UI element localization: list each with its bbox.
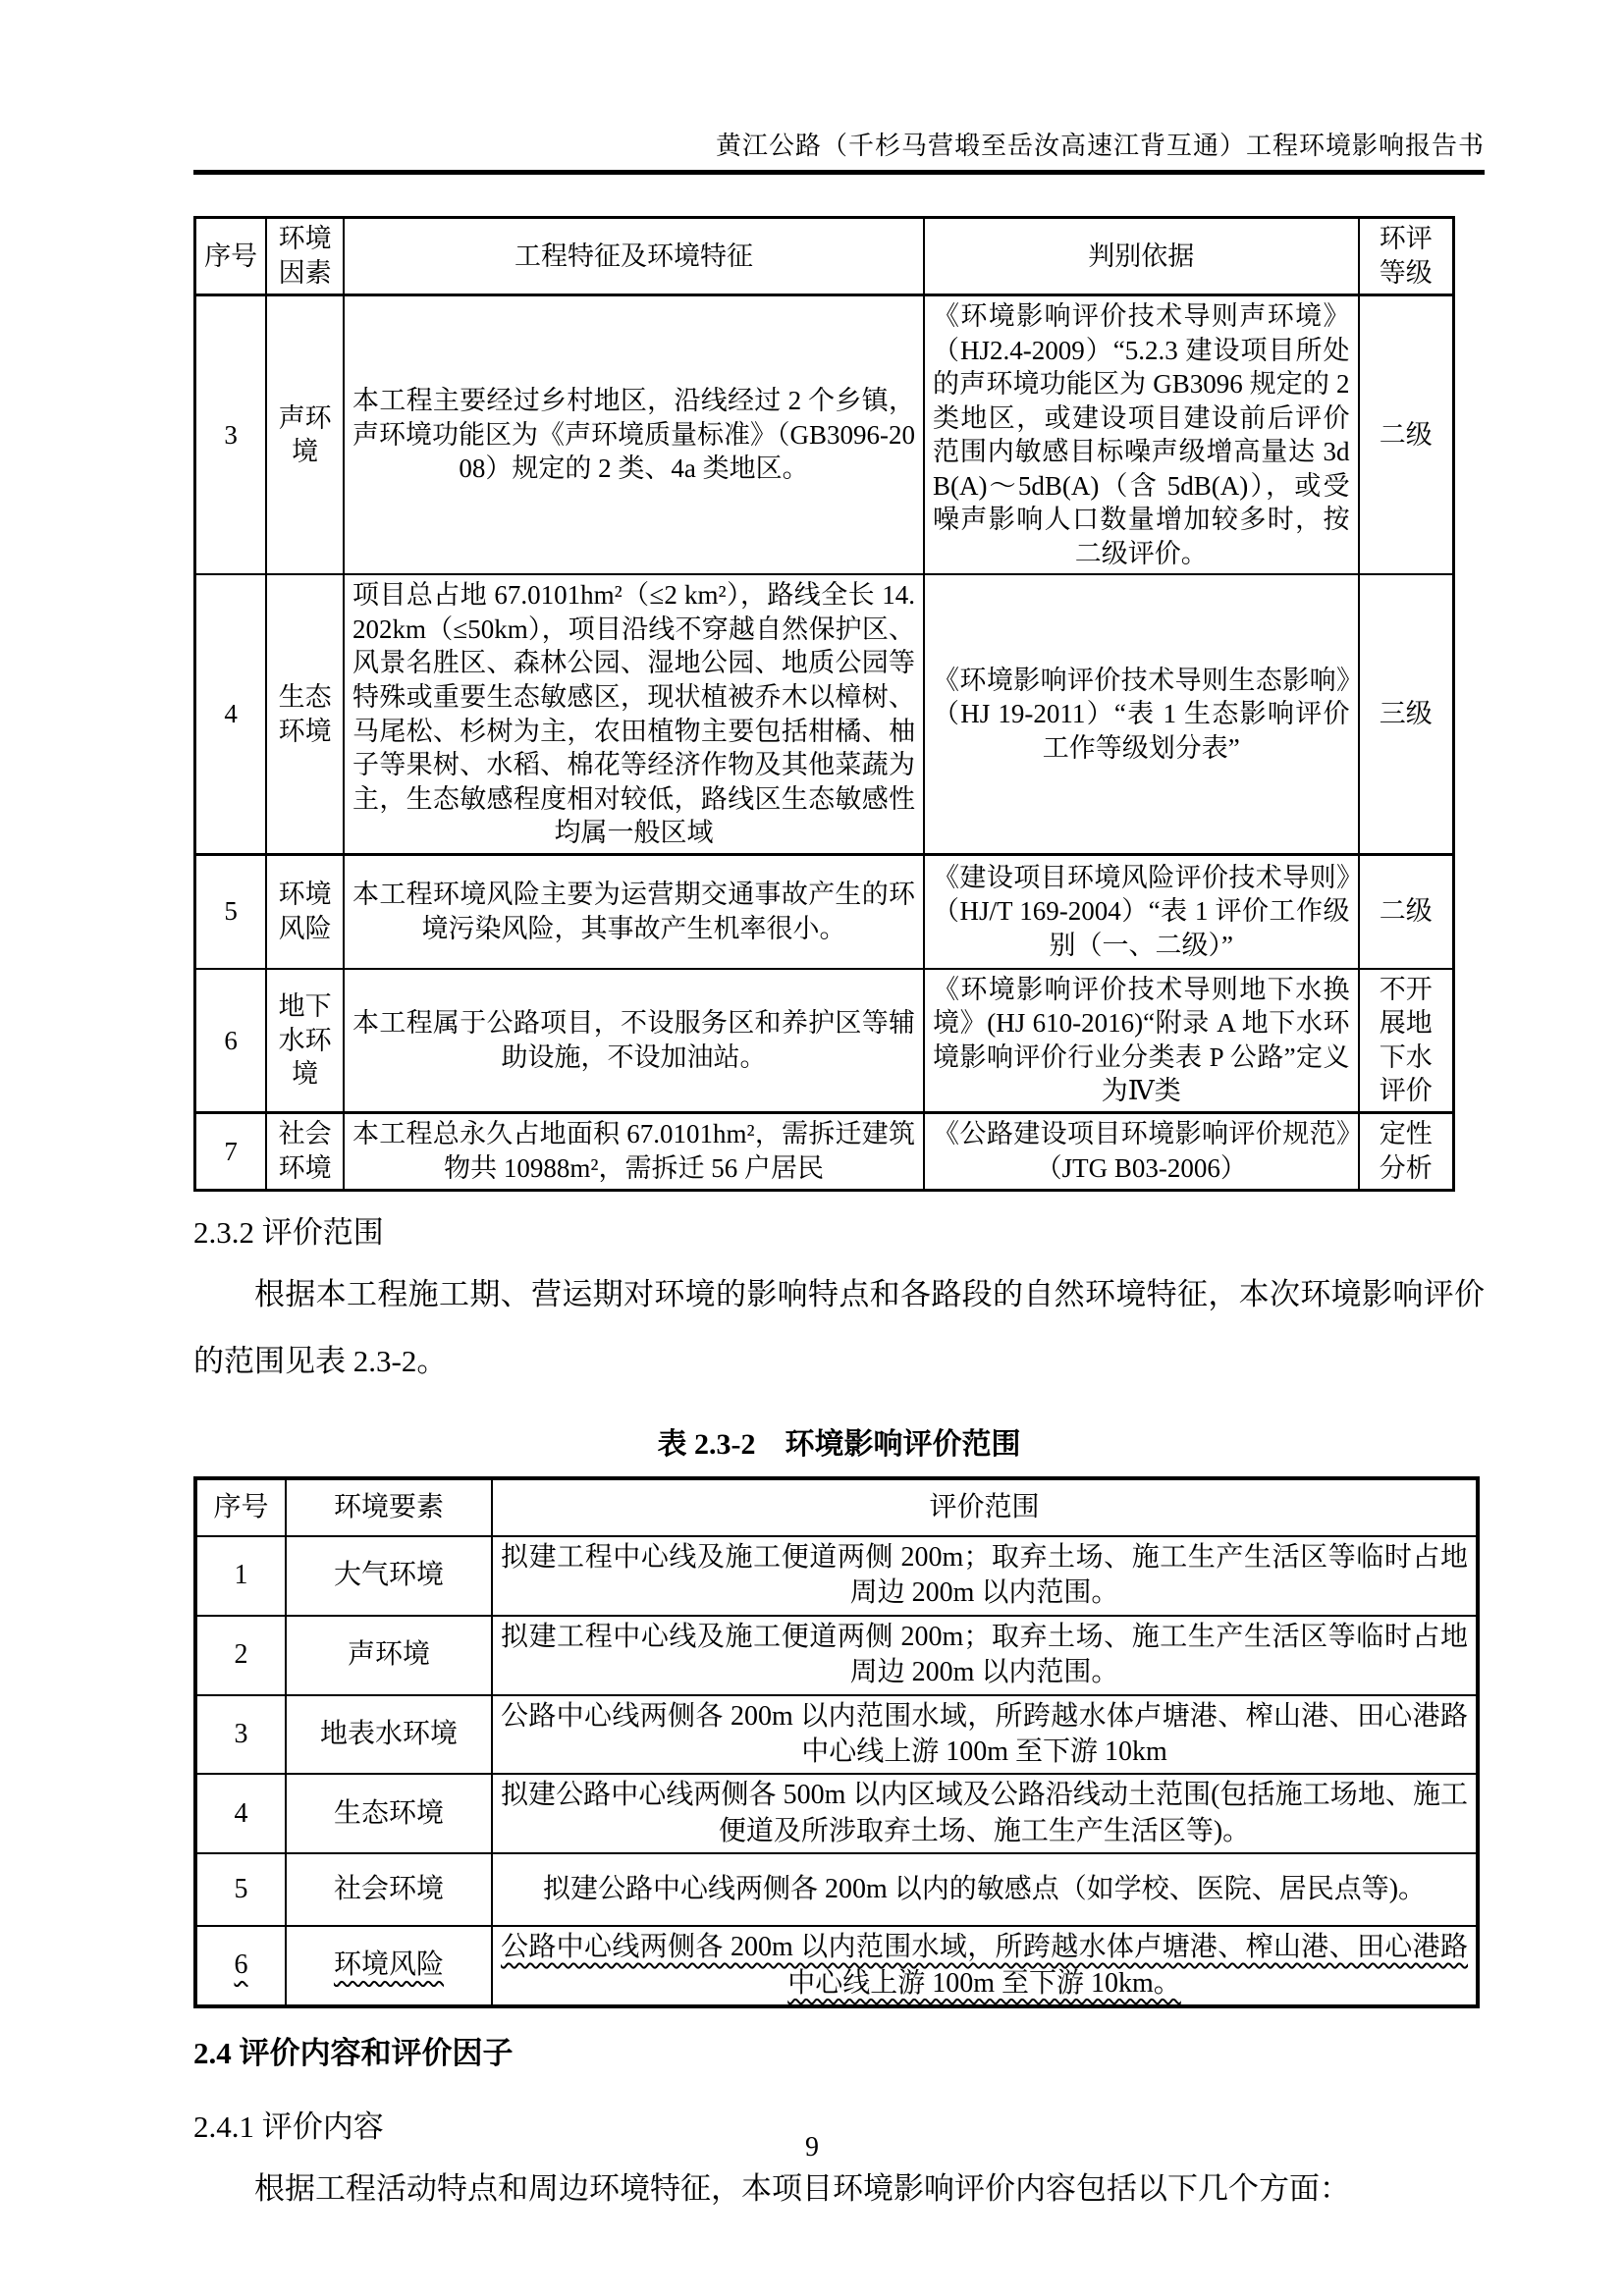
cell-factor: 地下水环境 xyxy=(266,969,344,1113)
cell-no: 4 xyxy=(195,1774,286,1853)
cell-element: 声环境 xyxy=(286,1616,492,1695)
cell-factor: 社会环境 xyxy=(266,1112,344,1190)
screening-table-header-row xyxy=(195,218,1454,295)
table-row xyxy=(195,1536,1478,1616)
table-row xyxy=(195,969,1454,1113)
cell-scope-text: 公路中心线两侧各 200m 以内范围水域，所跨越水体卢塘港、榨山港、田心港路中心线上游 100m 至下游 10km。 xyxy=(501,1932,1468,1999)
paragraph-scope-intro: 根据本工程施工期、营运期对环境的影响特点和各路段的自然环境特征，本次环境影响评价的范围见表 2.3-2。 xyxy=(193,1276,1485,1378)
cell-level: 三级 xyxy=(1359,574,1454,854)
cell-scope: 拟建公路中心线两侧各 500m 以内区域及公路沿线动土范围(包括施工场地、施工便道及所涉取弃土场、施工生产生活区等)。 xyxy=(492,1774,1478,1853)
cell-scope: 拟建工程中心线及施工便道两侧 200m；取弃土场、施工生产生活区等临时占地周边 200m 以内范围。 xyxy=(492,1536,1478,1616)
cell-feature: 项目总占地 67.0101hm²（≤2 km²），路线全长 14.202km（≤50km），项目沿线不穿越自然保护区、风景名胜区、森林公园、湿地公园、地质公园等特殊或重要生态敏感区，现状植被乔木以樟树、马尾松、杉树为主，农田植物主要包括柑橘、柚子等果树、水稻、棉花等经济作物及其他菜蔬为主，生态敏感程度相对较低，路线区生态敏感性均属一般区域 xyxy=(344,574,924,854)
cell-scope: 拟建工程中心线及施工便道两侧 200m；取弃土场、施工生产生活区等临时占地周边 200m 以内范围。 xyxy=(492,1616,1478,1695)
paragraph-content-intro: 根据工程活动特点和周边环境特征，本项目环境影响评价内容包括以下几个方面： xyxy=(254,2171,1350,2206)
cell-basis: 《建设项目环境风险评价技术导则》（HJ/T 169-2004）“表 1 评价工作级别（一、二级）” xyxy=(924,854,1358,969)
col-header-level: 环评等级 xyxy=(1359,218,1454,295)
table-row xyxy=(195,1853,1478,1926)
cell-element: 生态环境 xyxy=(286,1774,492,1853)
cell-no: 1 xyxy=(195,1536,286,1616)
col-header-no: 序号 xyxy=(195,218,267,295)
col-header-feature: 工程特征及环境特征 xyxy=(344,218,924,295)
cell-basis: 《环境影响评价技术导则声环境》（HJ2.4-2009）“5.2.3 建设项目所处的声环境功能区为 GB3096 规定的 2 类地区，或建设项目建设前后评价范围内敏感目标噪声级增高量达 3dB(A)～5dB(A)（含 5dB(A)），或受噪声影响人口数量增加较多时，按二级评价。 xyxy=(924,295,1358,575)
table-row xyxy=(195,1616,1478,1695)
table-row xyxy=(195,1774,1478,1853)
cell-no: 4 xyxy=(195,574,267,854)
cell-no xyxy=(195,1926,286,2006)
cell-element: 大气环境 xyxy=(286,1536,492,1616)
section-heading-2-3-2: 2.3.2 评价范围 xyxy=(193,1214,384,1250)
page-number: 9 xyxy=(805,2132,819,2163)
table-row xyxy=(195,295,1454,575)
cell-element-text: 环境风险 xyxy=(333,1949,444,1981)
table-row xyxy=(195,1112,1454,1190)
col-header-element: 环境要素 xyxy=(286,1478,492,1536)
cell-no: 6 xyxy=(195,969,267,1113)
table-row xyxy=(195,1695,1478,1775)
cell-level: 定性分析 xyxy=(1359,1112,1454,1190)
running-head xyxy=(193,126,1485,175)
table-row xyxy=(195,574,1454,854)
col-header-scope: 评价范围 xyxy=(492,1478,1478,1536)
col-header-factor: 环境因素 xyxy=(266,218,344,295)
cell-element: 社会环境 xyxy=(286,1853,492,1926)
cell-scope xyxy=(492,1926,1478,2006)
scope-table-caption: 表 2.3-2 环境影响评价范围 xyxy=(657,1428,1021,1462)
cell-factor: 生态环境 xyxy=(266,574,344,854)
col-header-basis: 判别依据 xyxy=(924,218,1358,295)
cell-basis: 《公路建设项目环境影响评价规范》（JTG B03-2006） xyxy=(924,1112,1358,1190)
cell-no: 3 xyxy=(195,1695,286,1775)
cell-level: 二级 xyxy=(1359,295,1454,575)
cell-no: 5 xyxy=(195,1853,286,1926)
cell-no: 7 xyxy=(195,1112,267,1190)
cell-element xyxy=(286,1926,492,2006)
screening-table xyxy=(193,216,1455,1192)
cell-no-text: 6 xyxy=(234,1949,248,1981)
cell-scope: 拟建公路中心线两侧各 200m 以内的敏感点（如学校、医院、居民点等)。 xyxy=(492,1853,1478,1926)
cell-feature: 本工程环境风险主要为运营期交通事故产生的环境污染风险，其事故产生机率很小。 xyxy=(344,854,924,969)
cell-level: 不开展地下水评价 xyxy=(1359,969,1454,1113)
page-content xyxy=(193,0,1485,2222)
cell-level: 二级 xyxy=(1359,854,1454,969)
scope-table xyxy=(193,1476,1480,2008)
table-row xyxy=(195,854,1454,969)
document-title: 黄江公路（千杉马营塅至岳汝高速江背互通）工程环境影响报告书 xyxy=(715,132,1485,160)
scope-table-header-row xyxy=(195,1478,1478,1536)
cell-basis: 《环境影响评价技术导则地下水换境》(HJ 610-2016)“附录 A 地下水环境影响评价行业分类表 P 公路”定义为Ⅳ类 xyxy=(924,969,1358,1113)
cell-feature: 本工程总永久占地面积 67.0101hm²，需拆迁建筑物共 10988m²，需拆迁 56 户居民 xyxy=(344,1112,924,1190)
cell-no: 2 xyxy=(195,1616,286,1695)
section-heading-2-4-1: 2.4.1 评价内容 xyxy=(193,2109,384,2144)
cell-feature: 本工程属于公路项目，不设服务区和养护区等辅助设施，不设加油站。 xyxy=(344,969,924,1113)
cell-factor: 环境风险 xyxy=(266,854,344,969)
cell-scope: 公路中心线两侧各 200m 以内范围水域，所跨越水体卢塘港、榨山港、田心港路中心线上游 100m 至下游 10km xyxy=(492,1695,1478,1775)
cell-factor: 声环境 xyxy=(266,295,344,575)
cell-feature: 本工程主要经过乡村地区，沿线经过 2 个乡镇，声环境功能区为《声环境质量标准》（GB3096-2008）规定的 2 类、4a 类地区。 xyxy=(344,295,924,575)
cell-basis: 《环境影响评价技术导则生态影响》（HJ 19-2011）“表 1 生态影响评价工作等级划分表” xyxy=(924,574,1358,854)
cell-no: 5 xyxy=(195,854,267,969)
col-header-no: 序号 xyxy=(195,1478,286,1536)
table-row xyxy=(195,1926,1478,2006)
section-heading-2-4: 2.4 评价内容和评价因子 xyxy=(193,2036,514,2070)
cell-element: 地表水环境 xyxy=(286,1695,492,1775)
cell-no: 3 xyxy=(195,295,267,575)
